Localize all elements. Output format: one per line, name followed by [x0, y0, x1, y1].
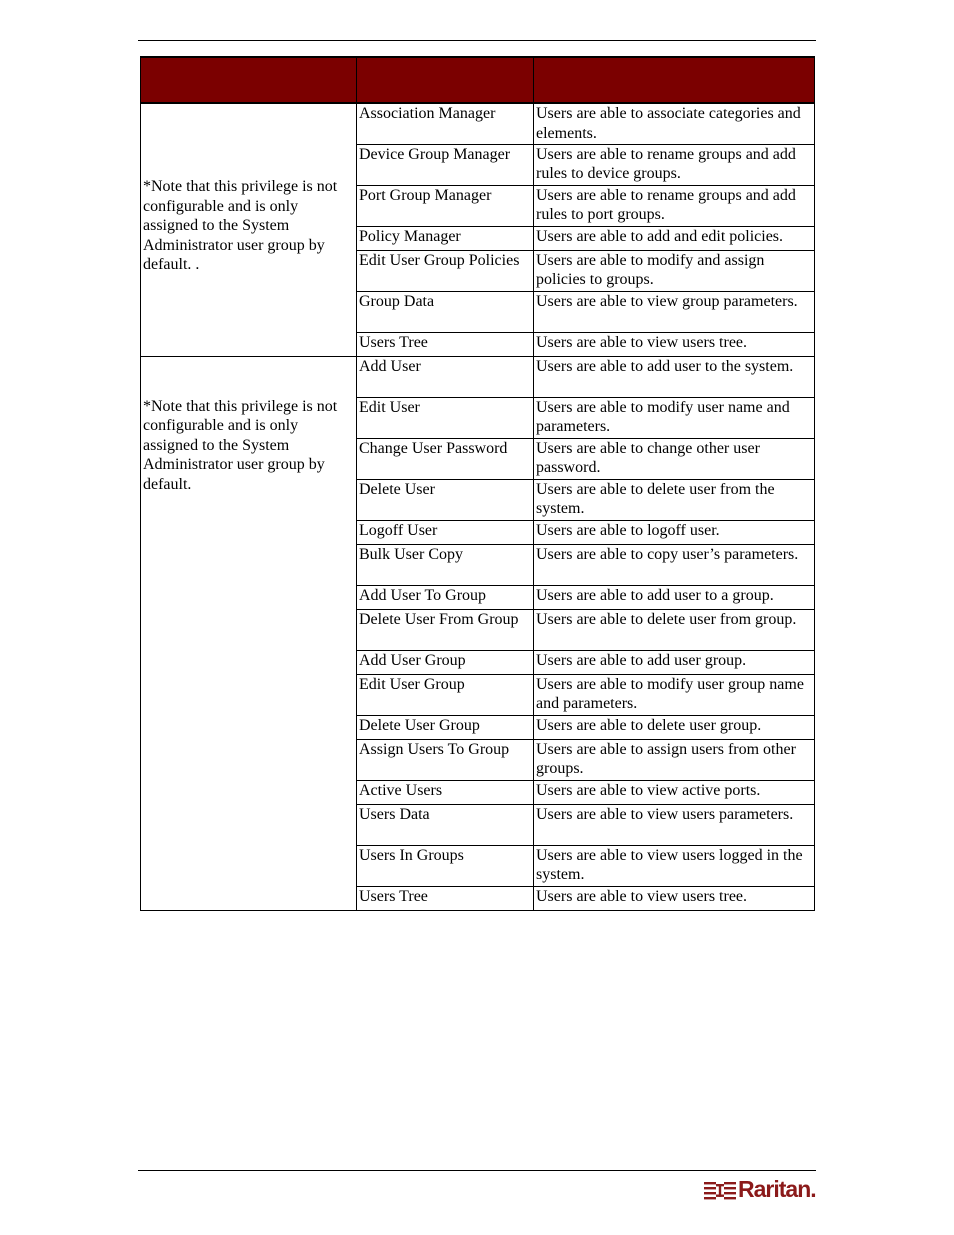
privilege-name: Association Manager [357, 103, 534, 144]
privilege-name: Change User Password [357, 438, 534, 479]
header-cell-category [141, 57, 357, 103]
privilege-name: Edit User [357, 397, 534, 438]
note-text: *Note that this privilege is not configurable and is only assigned to the System Administrator user group by default. [143, 397, 338, 493]
note-cell [141, 103, 357, 356]
privilege-name: Users Tree [357, 886, 534, 910]
privilege-desc: Users are able to add user to a group. [534, 585, 815, 609]
privilege-name: Active Users [357, 780, 534, 804]
raritan-mark-icon [704, 1178, 736, 1204]
privilege-desc: Users are able to view users tree. [534, 332, 815, 356]
privilege-desc: Users are able to view users logged in the system. [534, 845, 815, 886]
table-body [141, 103, 815, 910]
privilege-name: Bulk User Copy [357, 544, 534, 585]
raritan-logo [704, 1178, 814, 1204]
privilege-desc: Users are able to copy user’s parameters. [534, 544, 815, 585]
privilege-name: Edit User Group [357, 674, 534, 715]
header-cell-privilege [357, 57, 534, 103]
privilege-name: Port Group Manager [357, 185, 534, 226]
privilege-desc: Users are able to rename groups and add rules to port groups. [534, 185, 815, 226]
privilege-name: Add User Group [357, 650, 534, 674]
privilege-name: Assign Users To Group [357, 739, 534, 780]
privileges-table [140, 56, 815, 911]
privilege-desc: Users are able to modify user name and parameters. [534, 397, 815, 438]
privilege-name: Device Group Manager [357, 144, 534, 185]
privilege-desc: Users are able to view active ports. [534, 780, 815, 804]
table-row [141, 103, 815, 144]
top-rule [138, 40, 816, 41]
privilege-desc: Users are able to modify user group name and parameters. [534, 674, 815, 715]
privilege-name: Add User [357, 356, 534, 397]
privilege-name: Delete User From Group [357, 609, 534, 650]
privilege-name: Delete User [357, 479, 534, 520]
privilege-desc: Users are able to associate categories and elements. [534, 103, 815, 144]
privilege-desc: Users are able to add and edit policies. [534, 226, 815, 250]
privilege-name: Edit User Group Policies [357, 250, 534, 291]
privilege-desc: Users are able to view group parameters. [534, 291, 815, 332]
privilege-desc: Users are able to view users parameters. [534, 804, 815, 845]
privilege-desc: Users are able to add user group. [534, 650, 815, 674]
privilege-name: Policy Manager [357, 226, 534, 250]
logo-text: Raritan. [738, 1176, 816, 1202]
privilege-name: Users Data [357, 804, 534, 845]
privilege-name: Add User To Group [357, 585, 534, 609]
privilege-name: Users Tree [357, 332, 534, 356]
privilege-name: Group Data [357, 291, 534, 332]
privilege-desc: Users are able to assign users from other groups. [534, 739, 815, 780]
privilege-desc: Users are able to add user to the system. [534, 356, 815, 397]
header-cell-description [534, 57, 815, 103]
bottom-rule [138, 1170, 816, 1171]
table-header-row [141, 57, 815, 103]
privilege-desc: Users are able to delete user from group. [534, 609, 815, 650]
privilege-desc: Users are able to delete user group. [534, 715, 815, 739]
privilege-desc: Users are able to logoff user. [534, 520, 815, 544]
note-cell [141, 356, 357, 910]
privilege-desc: Users are able to modify and assign policies to groups. [534, 250, 815, 291]
privilege-desc: Users are able to delete user from the system. [534, 479, 815, 520]
privilege-desc: Users are able to view users tree. [534, 886, 815, 910]
privilege-name: Users In Groups [357, 845, 534, 886]
privilege-name: Delete User Group [357, 715, 534, 739]
privilege-name: Logoff User [357, 520, 534, 544]
note-text: *Note that this privilege is not configurable and is only assigned to the System Administrator user group by default. . [143, 178, 338, 273]
privilege-desc: Users are able to rename groups and add rules to device groups. [534, 144, 815, 185]
privilege-desc: Users are able to change other user password. [534, 438, 815, 479]
table-row [141, 356, 815, 397]
